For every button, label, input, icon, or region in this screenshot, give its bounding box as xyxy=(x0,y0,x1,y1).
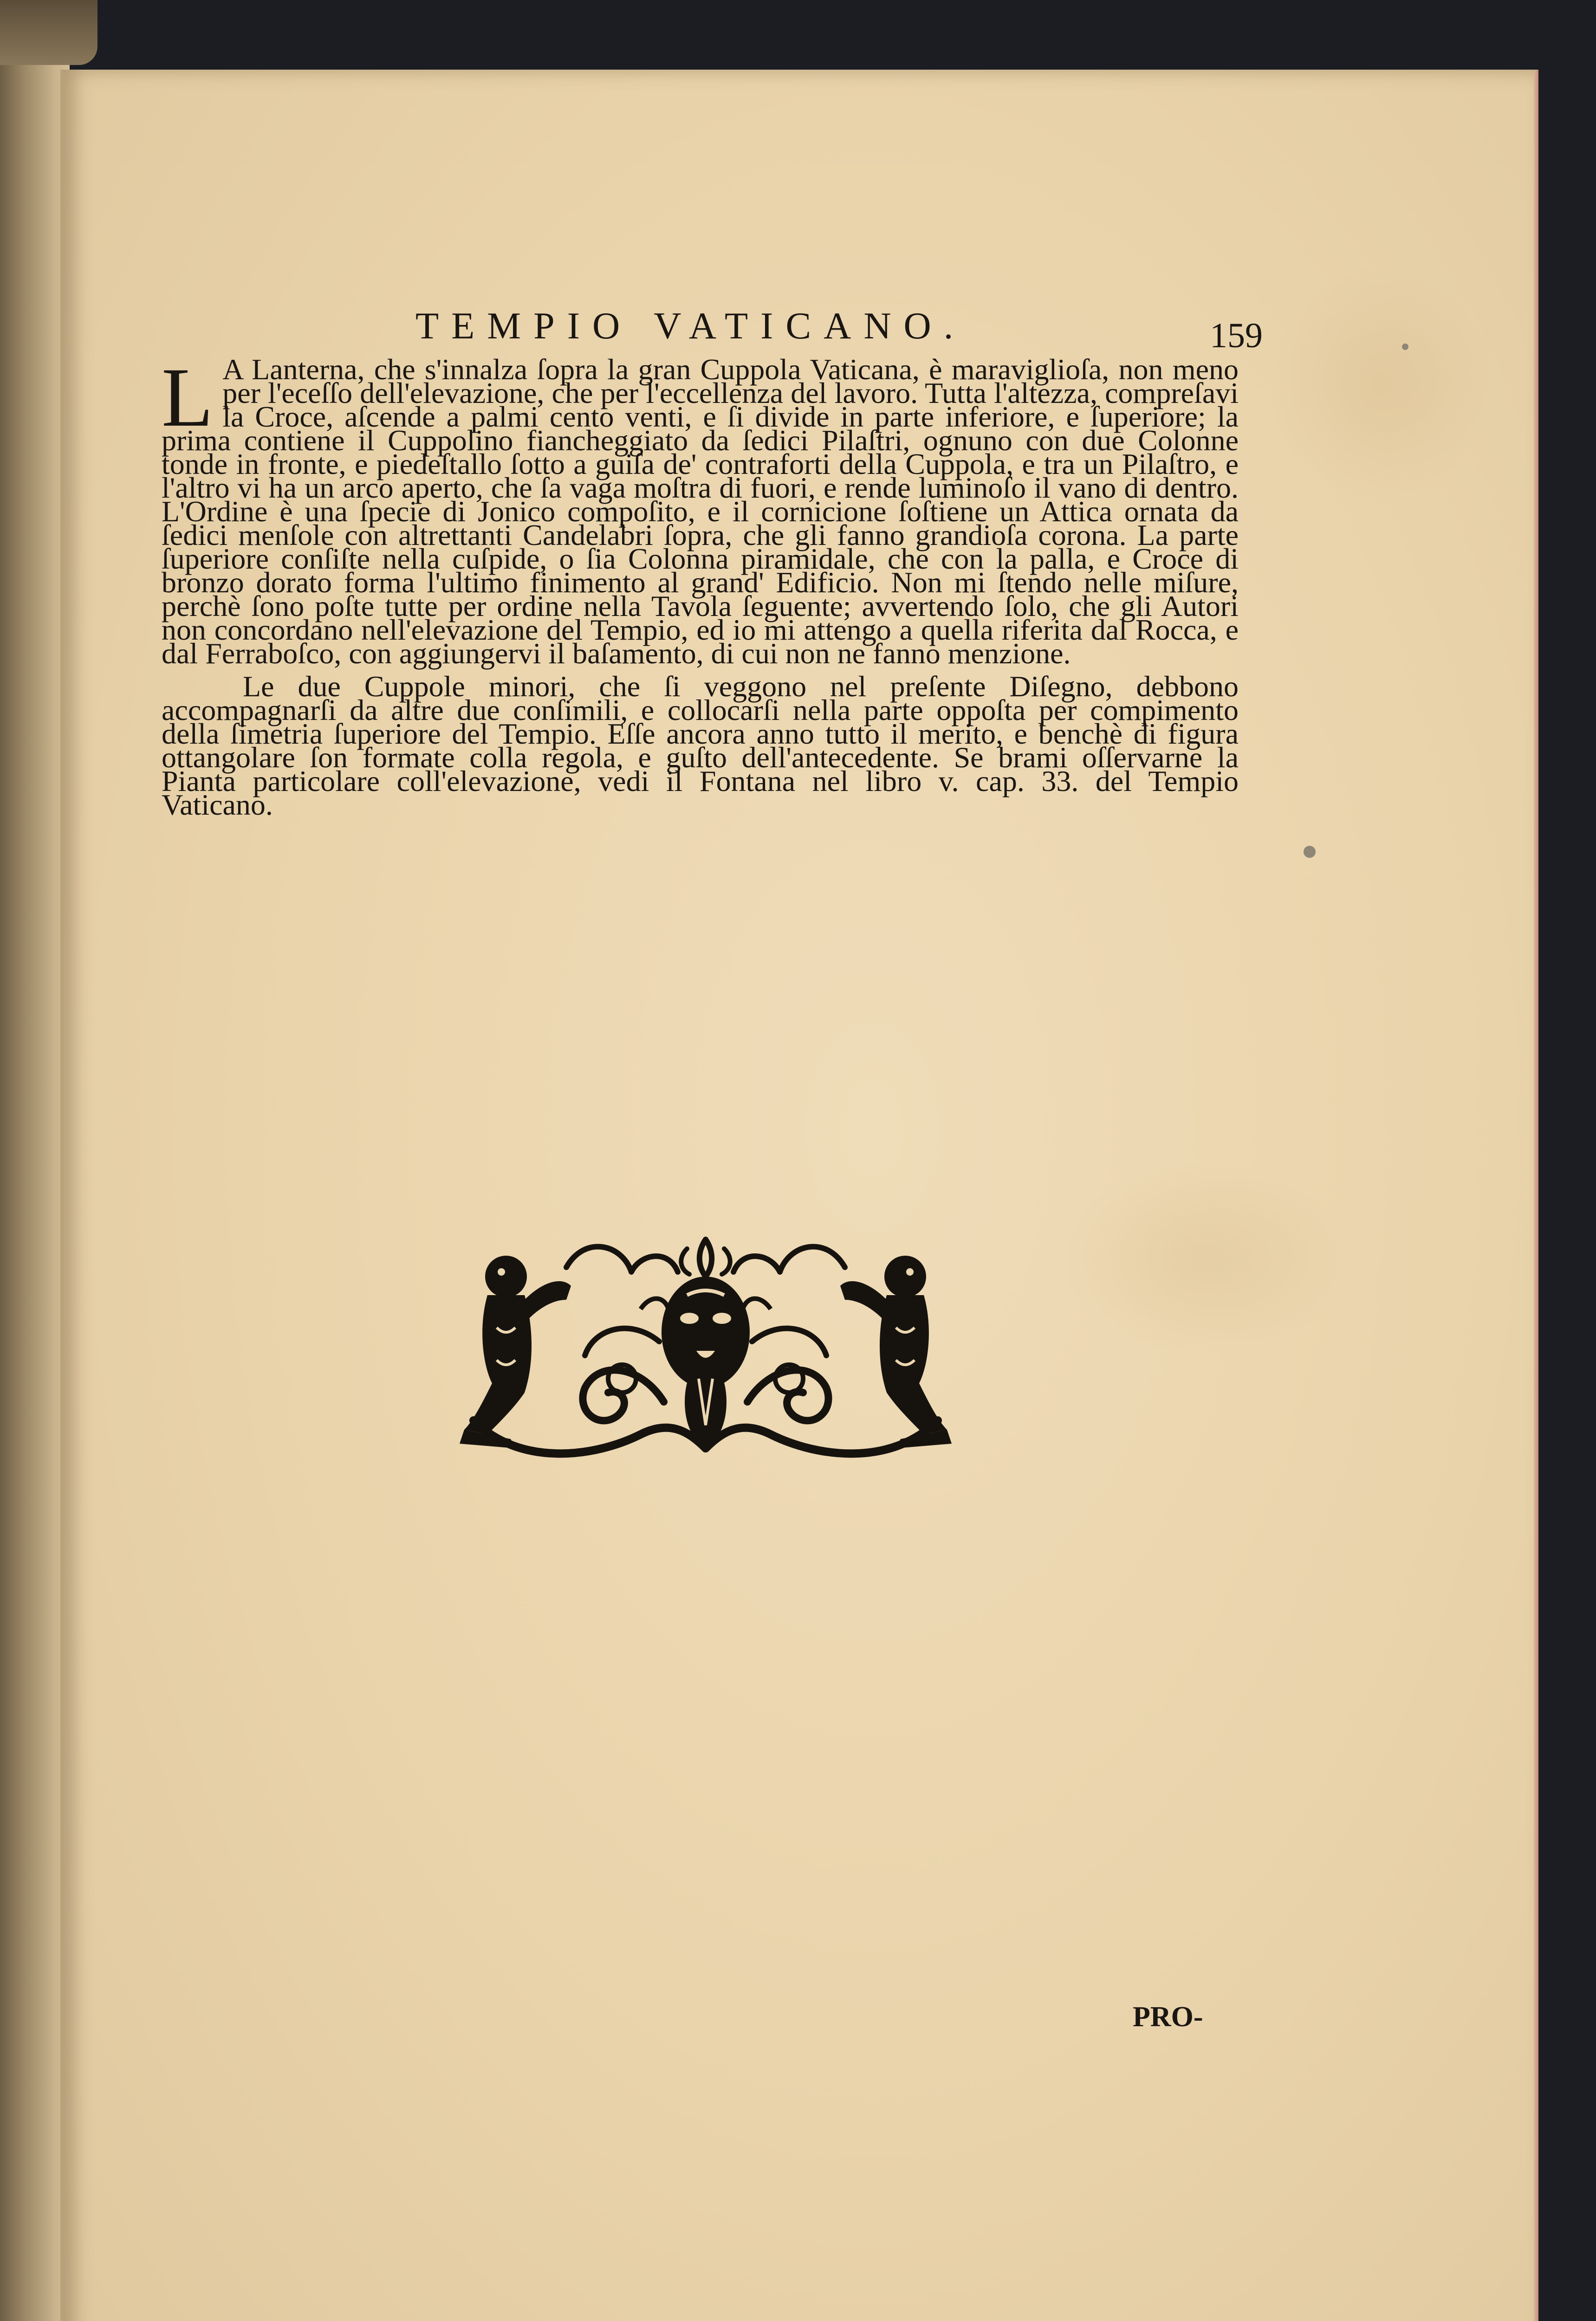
binding-corner xyxy=(0,0,97,65)
page-number: 159 xyxy=(1210,316,1263,355)
paragraph-1 xyxy=(162,351,1239,670)
foxing-stain xyxy=(1061,1160,1349,1355)
body-text xyxy=(162,351,1239,821)
paper-spot xyxy=(1402,344,1408,350)
woodcut-ornament-icon xyxy=(446,1225,966,1476)
facing-page-edge xyxy=(0,0,70,2321)
page-header xyxy=(353,297,1263,353)
paragraph-2: Le due Cuppole minori, che ſi veggono nel preſente Diſegno, debbono accompagnarſi da altre due conſimili, e collocarſi nella parte oppoſta per compimento della ſimetria ſuperiore del Tempio. Eſſe ancora anno tutto il merito, e benchè di figura ottangolare ſon formate colla regola, e guſto dell'antecedente. Se brami oſſervarne la Pianta particolare coll'elevazione, vedi il Fontana nel libro v. cap. 33. del Tempio Vaticano. xyxy=(162,670,1239,821)
paragraph-1-text: A Lanterna, che s'innalza ſopra la gran Cuppola Vaticana, è maraviglioſa, non meno per l'eceſſo dell'elevazione, che per l'eccellenza del lavoro. Tutta l'altezza, compreſavi la Croce, aſcende a palmi cento venti, e ſi divide in parte inferiore, e ſuperiore; la prima contiene il Cuppolino fiancheggiato da ſedici Pilaſtri, ognuno con due Colonne tonde in fronte, e piedeſtallo ſotto a guiſa de' contraforti della Cuppola, e tra un Pilaſtro, e l'altro vi ha un arco aperto, che ſa vaga moſtra di fuori, e rende luminoſo il vano di dentro. L'Ordine è una ſpecie di Jonico compoſito, e il cornicione ſoſtiene un Attica ornata da ſedici menſole con altrettanti Candelabri ſopra, che gli fanno grandioſa corona. La parte ſuperiore conſiſte nella cuſpide, o ſia Colonna piramidale, che con la palla, e Croce di bronzo dorato forma l'ultimo finimento al grand' Edificio. Non mi ſtendo nelle miſure, perchè ſono poſte tutte per ordine nella Tavola ſeguente; avvertendo ſolo, che gli Autori non concordano nell'elevazione del Tempio, ed io mi attengo a quella riferita dal Rocca, e dal Ferraboſco, con aggiungervi il baſamento, di cui non ne fanno menzione. xyxy=(162,353,1239,670)
page-fore-edge xyxy=(1534,70,1538,2321)
catchword: PRO- xyxy=(1133,2001,1203,2033)
drop-cap: L xyxy=(162,351,214,444)
paper-spot xyxy=(1304,846,1316,858)
running-title: TEMPIO VATICANO. xyxy=(415,305,966,347)
foxing-stain xyxy=(1270,265,1493,506)
